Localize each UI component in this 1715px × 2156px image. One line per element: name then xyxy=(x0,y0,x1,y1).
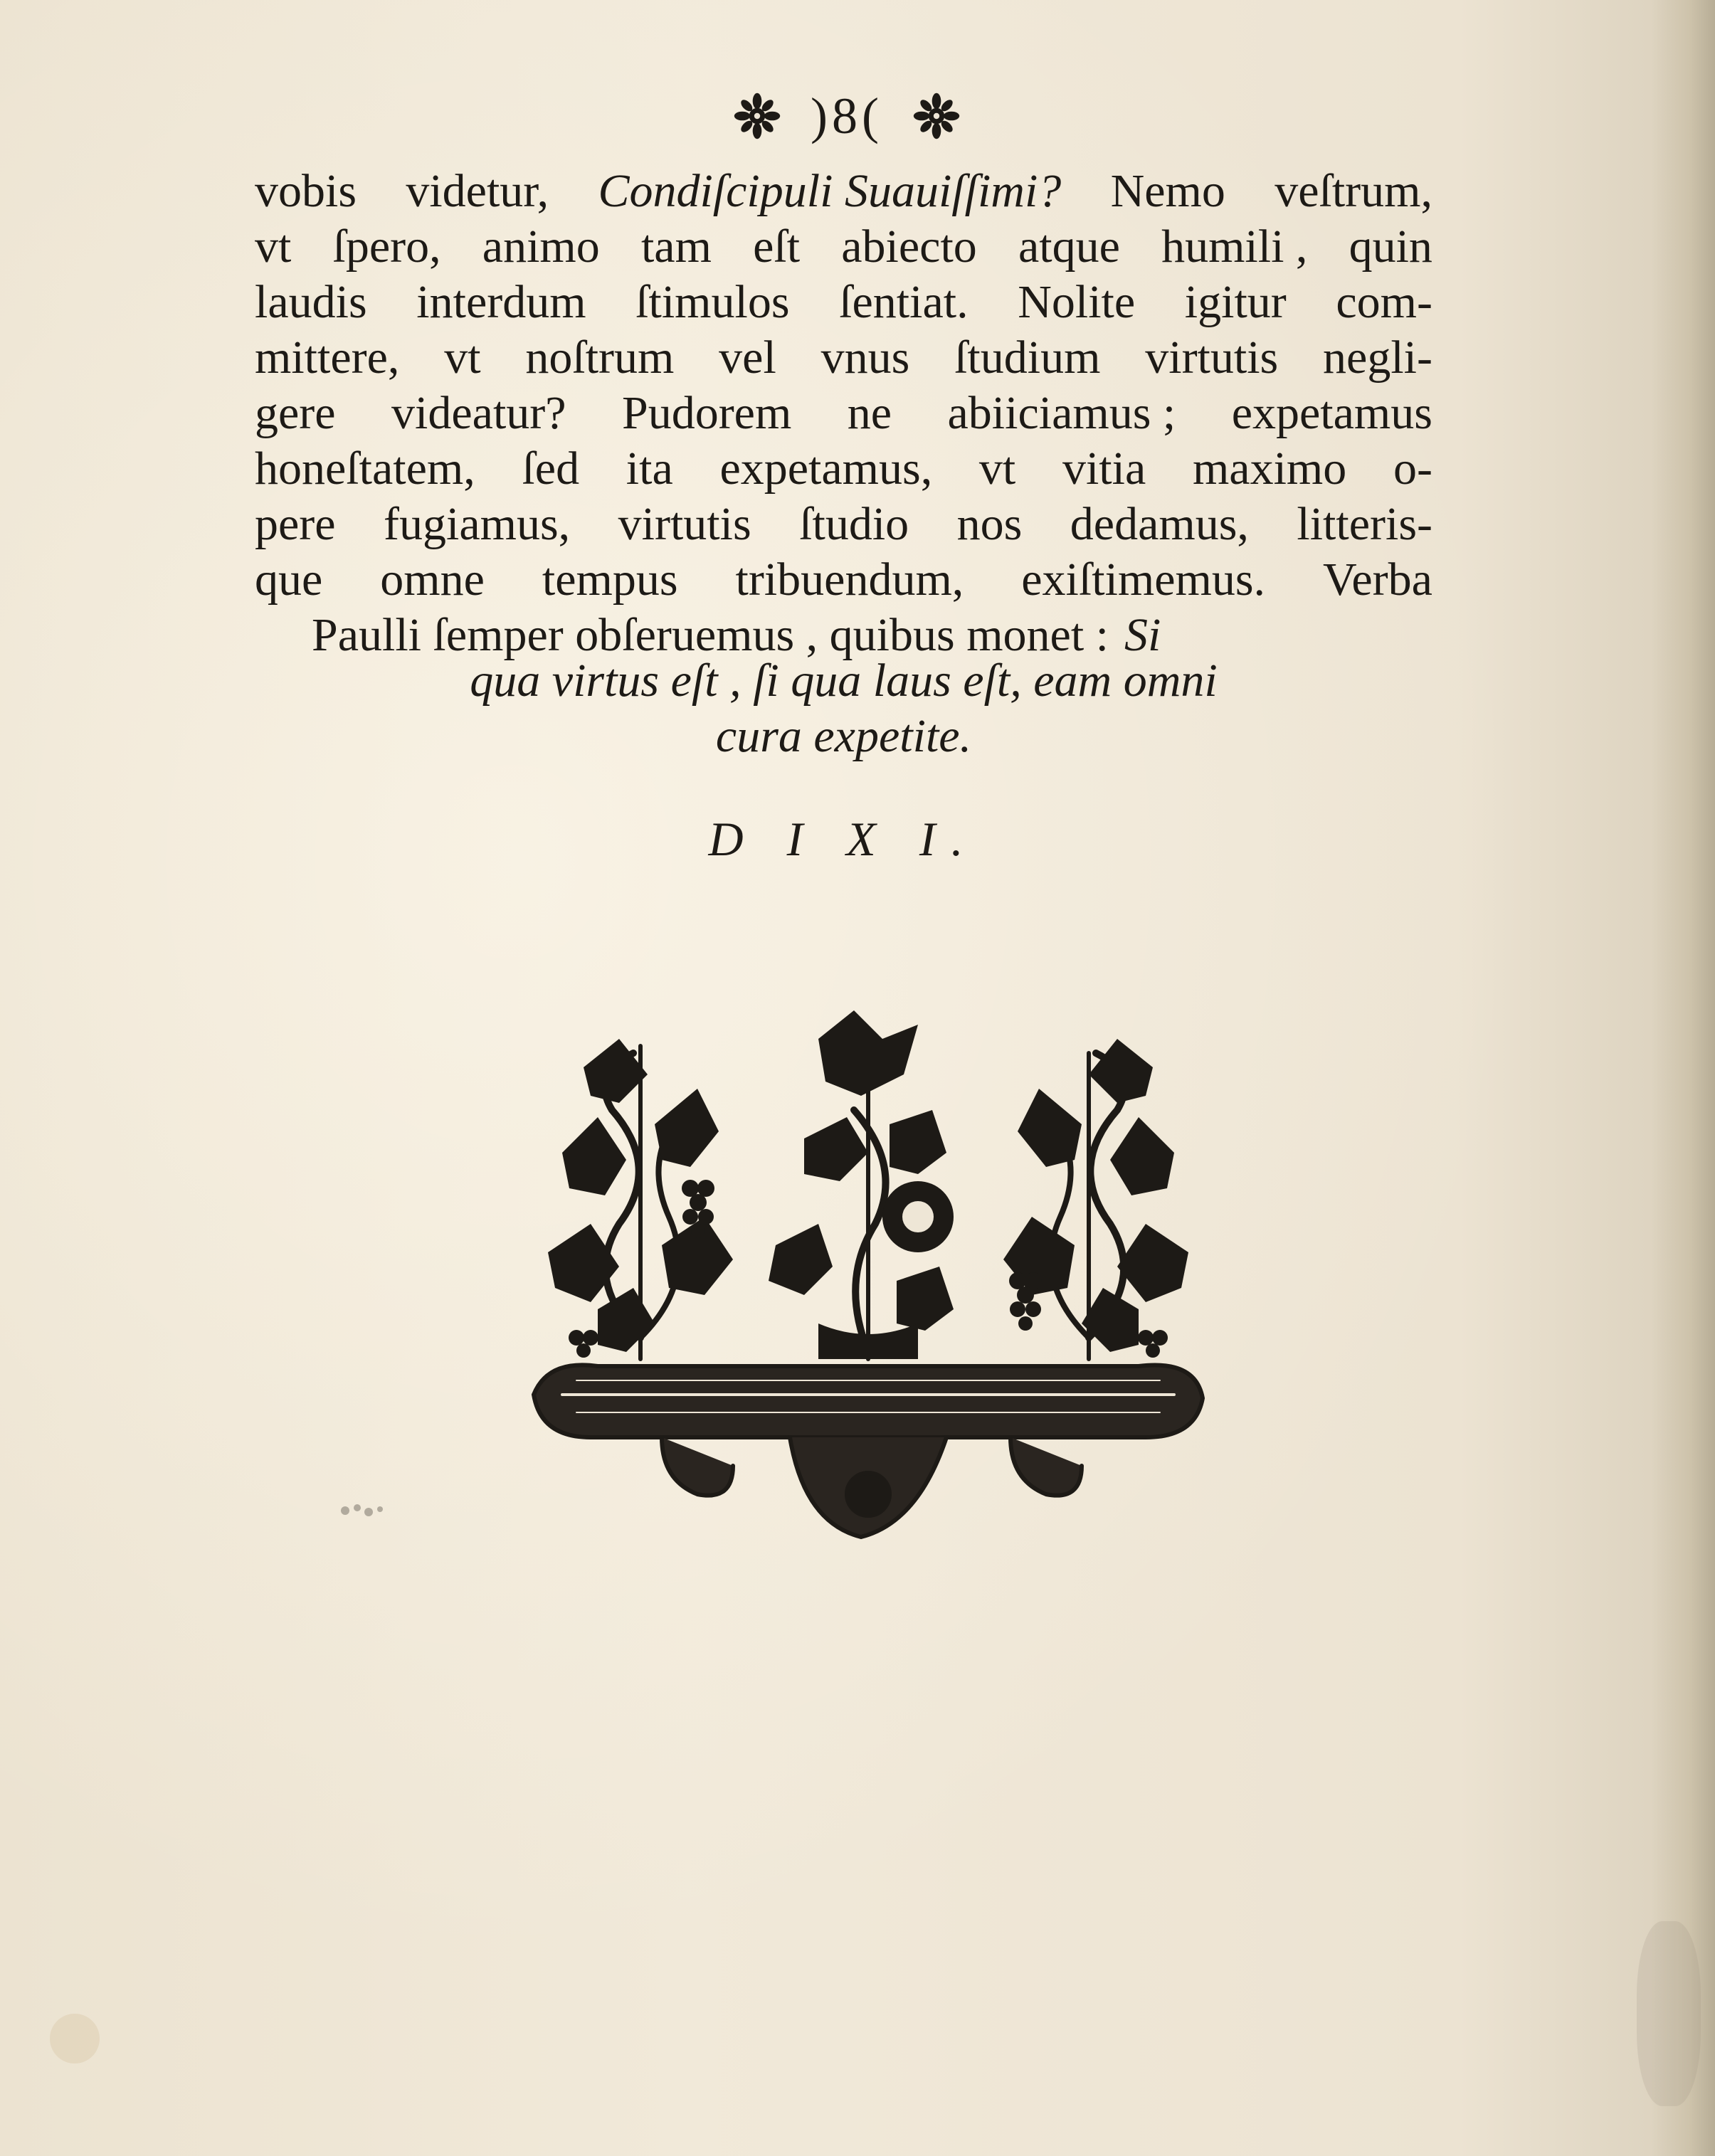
word: igitur xyxy=(1184,276,1287,328)
word: Verba xyxy=(1323,554,1432,606)
word: veſtrum, xyxy=(1275,165,1432,217)
word: expetamus, xyxy=(719,443,933,495)
word: com- xyxy=(1336,276,1432,328)
asterisk-flower-icon xyxy=(732,91,782,141)
word: videtur, xyxy=(406,165,549,217)
word: ſentiat. xyxy=(839,276,969,328)
word: pere xyxy=(255,498,336,550)
word: virtutis xyxy=(618,498,751,550)
word: maximo xyxy=(1192,443,1347,495)
word: dedamus, xyxy=(1070,498,1249,550)
page-edge-shadow xyxy=(1651,0,1715,2156)
word: omne xyxy=(380,554,485,606)
word: vt xyxy=(978,443,1016,495)
word: interdum xyxy=(416,276,586,328)
last-line-italic: Si xyxy=(1124,609,1161,661)
word: ſed xyxy=(522,443,580,495)
word: noſtrum xyxy=(525,332,675,384)
word: gere xyxy=(255,387,336,439)
word: Nemo xyxy=(1110,165,1225,217)
word: vnus xyxy=(820,332,910,384)
word: abiiciamus ; xyxy=(947,387,1176,439)
word: humili , xyxy=(1161,221,1308,273)
word: vel xyxy=(719,332,776,384)
word: animo xyxy=(482,221,600,273)
word-italic: Condiſcipuli Suauiſſimi? xyxy=(598,165,1062,217)
body-paragraph xyxy=(255,164,1432,663)
word: mittere, xyxy=(255,332,400,384)
word: vt xyxy=(255,221,292,273)
paper-stain xyxy=(1637,1921,1701,2106)
word: expetamus xyxy=(1231,387,1432,439)
word: virtutis xyxy=(1145,332,1279,384)
paper-stain xyxy=(50,2014,100,2063)
word: ita xyxy=(626,443,673,495)
word: eſt xyxy=(753,221,801,273)
text-line xyxy=(255,441,1432,497)
last-line-text: Paulli ſemper obſeruemus , quibus monet : xyxy=(312,609,1109,661)
word: videatur? xyxy=(391,387,566,439)
word: atque xyxy=(1018,221,1120,273)
word: tam xyxy=(640,221,712,273)
word: tribuendum, xyxy=(735,554,964,606)
word: honeſtatem, xyxy=(255,443,475,495)
word: abiecto xyxy=(841,221,977,273)
word: vitia xyxy=(1062,443,1146,495)
word: vt xyxy=(444,332,481,384)
running-header xyxy=(683,84,1010,148)
closing-word: D I X I. xyxy=(708,812,979,866)
ink-blot-mark xyxy=(334,1498,391,1523)
word: ſpero, xyxy=(332,221,441,273)
grapevine-vignette-icon xyxy=(519,1010,1217,1580)
word: ne xyxy=(847,387,892,439)
word: laudis xyxy=(255,276,367,328)
word: o- xyxy=(1393,443,1432,495)
text-line xyxy=(255,386,1432,441)
word: Pudorem xyxy=(622,387,792,439)
text-line xyxy=(255,497,1432,552)
text-line xyxy=(255,330,1432,386)
quote-line: cura expetite. xyxy=(715,710,972,762)
quote-line: qua virtus eſt , ſi qua laus eſt, eam omni xyxy=(470,655,1218,707)
word: ſtudio xyxy=(799,498,909,550)
word: Nolite xyxy=(1018,276,1136,328)
word: vobis xyxy=(255,165,357,217)
word: negli- xyxy=(1323,332,1432,384)
word: ſtudium xyxy=(954,332,1101,384)
word: quin xyxy=(1349,221,1432,273)
text-line xyxy=(255,219,1432,275)
page-number: )8( xyxy=(811,87,883,144)
text-line xyxy=(255,275,1432,330)
text-line xyxy=(255,164,1432,219)
word: exiſtimemus. xyxy=(1021,554,1266,606)
word: tempus xyxy=(542,554,678,606)
word: nos xyxy=(956,498,1023,550)
text-line xyxy=(255,552,1432,608)
asterisk-flower-icon xyxy=(912,91,961,141)
word: litteris- xyxy=(1297,498,1432,550)
word: que xyxy=(255,554,323,606)
word: ſtimulos xyxy=(635,276,790,328)
word: fugiamus, xyxy=(384,498,571,550)
